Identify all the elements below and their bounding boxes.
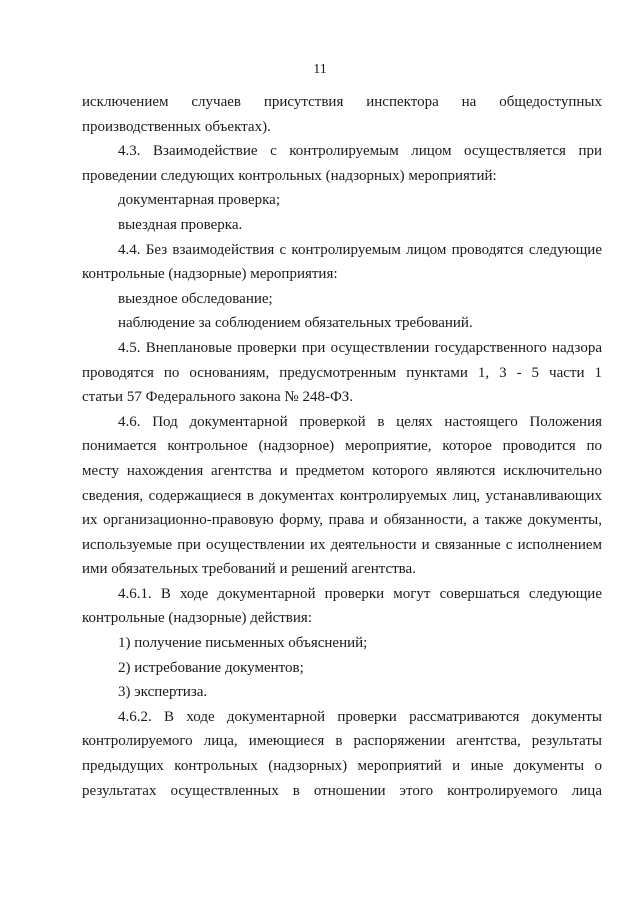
document-body — [82, 90, 602, 803]
text-line: проведении следующих контрольных (надзорных) мероприятий: — [82, 167, 497, 184]
paragraph — [82, 410, 602, 582]
list-item: 3) экспертиза. — [118, 684, 208, 701]
paragraph — [82, 90, 602, 139]
text-line: сведения, содержащиеся в документах контролируемых лиц, устанавливающих — [82, 487, 602, 504]
text-line: месту нахождения агентства и предметом которого являются исключительно — [82, 462, 602, 479]
text-line: контролируемого лица, имеющиеся в распоряжении агентства, результаты — [82, 733, 602, 750]
text-line: понимается контрольное (надзорное) мероприятие, которое проводится по — [82, 438, 602, 455]
text-line: исключением случаев присутствия инспектора на общедоступных — [82, 94, 602, 110]
text-line: их организационно-правовую форму, права и обязанности, а также документы, — [82, 512, 602, 529]
paragraph — [82, 238, 602, 287]
text-line: 4.3. Взаимодействие с контролируемым лицом осуществляется при — [118, 143, 602, 160]
page-number: 11 — [313, 62, 327, 77]
list-item: документарная проверка; — [118, 192, 280, 209]
text-line: ими обязательных требований и решений агентства. — [82, 561, 416, 578]
text-line: 4.6. Под документарной проверкой в целях настоящего Положения — [118, 413, 602, 430]
paragraph — [82, 705, 602, 803]
list-item: 1) получение письменных объяснений; — [118, 635, 368, 652]
list-item: наблюдение за соблюдением обязательных требований. — [118, 315, 473, 332]
text-line: проводятся по основаниям, предусмотренным пунктами 1, 3 - 5 части 1 — [82, 364, 602, 381]
paragraph — [82, 582, 602, 631]
text-line: производственных объектах). — [82, 118, 271, 135]
text-line: статьи 57 Федерального закона № 248-ФЗ. — [82, 389, 354, 406]
list-item: выездная проверка. — [118, 216, 243, 233]
text-line: 4.5. Внеплановые проверки при осуществлении государственного надзора — [118, 339, 602, 356]
text-line: контрольные (надзорные) мероприятия: — [82, 266, 338, 283]
text-line: 4.4. Без взаимодействия с контролируемым лицом проводятся следующие — [118, 241, 602, 258]
list-item: выездное обследование; — [118, 290, 273, 307]
paragraph — [82, 336, 602, 410]
text-line: предыдущих контрольных (надзорных) мероприятий и иные документы о — [82, 758, 602, 775]
text-line: 4.6.2. В ходе документарной проверки рассматриваются документы — [118, 708, 602, 725]
paragraph — [82, 139, 602, 188]
text-line: 4.6.1. В ходе документарной проверки могут совершаться следующие — [118, 585, 602, 602]
text-line: используемые при осуществлении их деятельности и связанные с исполнением — [82, 536, 602, 553]
text-line: контрольные (надзорные) действия: — [82, 610, 312, 627]
text-line: результатах осуществленных в отношении этого контролируемого лица — [82, 782, 602, 799]
list-item: 2) истребование документов; — [118, 659, 304, 676]
